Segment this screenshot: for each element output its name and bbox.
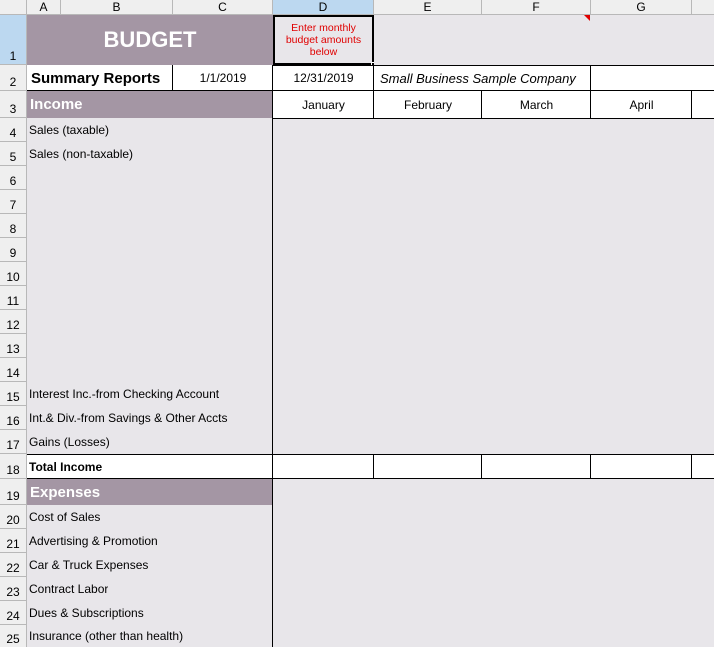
row-header-8[interactable]: 8 — [0, 214, 27, 238]
row-header-20[interactable]: 20 — [0, 505, 27, 529]
total-income-april[interactable] — [591, 454, 692, 479]
select-all-corner[interactable] — [0, 0, 27, 15]
expense-item-contract-labor[interactable]: Contract Labor — [29, 582, 109, 596]
expense-item-dues-subscriptions[interactable]: Dues & Subscriptions — [29, 606, 144, 620]
header-blank-area[interactable] — [374, 15, 714, 65]
month-header-march[interactable]: March — [482, 91, 591, 118]
expenses-heading[interactable]: Expenses — [27, 479, 273, 505]
row-header-14[interactable]: 14 — [0, 358, 27, 382]
row-header-22[interactable]: 22 — [0, 553, 27, 577]
company-name-cell[interactable]: Small Business Sample Company — [374, 65, 591, 91]
end-date-cell[interactable]: 12/31/2019 — [273, 65, 374, 91]
row-header-19[interactable]: 19 — [0, 479, 27, 505]
income-item-sales-non-taxable[interactable]: Sales (non-taxable) — [29, 147, 134, 161]
border-bottom-row2 — [27, 90, 714, 91]
border-right-col-f-total — [590, 454, 591, 479]
row-header-21[interactable]: 21 — [0, 529, 27, 553]
column-header-d[interactable]: D — [273, 0, 374, 15]
instruction-note: Enter monthly budget amounts below — [285, 22, 362, 58]
row-header-7[interactable]: 7 — [0, 190, 27, 214]
column-header-h[interactable] — [692, 0, 714, 15]
total-income-overflow[interactable] — [692, 454, 714, 479]
row-header-2[interactable]: 2 — [0, 65, 27, 91]
budget-title: BUDGET — [103, 27, 197, 52]
expense-item-insurance[interactable]: Insurance (other than health) — [29, 629, 184, 643]
comment-indicator-icon[interactable] — [584, 15, 590, 21]
border-right-col-f-top — [590, 65, 591, 118]
income-values-area[interactable] — [273, 118, 714, 454]
border-right-col-c — [272, 65, 273, 647]
income-item-sales-taxable[interactable]: Sales (taxable) — [29, 123, 110, 137]
note-cell-d1[interactable] — [273, 15, 374, 65]
row-header-3[interactable]: 3 — [0, 91, 27, 118]
column-header-g[interactable]: G — [591, 0, 692, 15]
row-header-15[interactable]: 15 — [0, 382, 27, 406]
total-income-january[interactable] — [273, 454, 374, 479]
expense-item-car-truck[interactable]: Car & Truck Expenses — [29, 558, 149, 572]
expense-item-advertising[interactable]: Advertising & Promotion — [29, 534, 158, 548]
total-income-march[interactable] — [482, 454, 591, 479]
column-header-c[interactable]: C — [173, 0, 273, 15]
month-header-overflow[interactable] — [692, 91, 714, 118]
row-header-25[interactable]: 25 — [0, 625, 27, 647]
row-header-1[interactable]: 1 — [0, 15, 27, 65]
border-bottom-row18 — [27, 478, 714, 479]
row2-blank[interactable] — [591, 65, 714, 91]
income-heading[interactable]: Income — [27, 91, 273, 118]
border-right-col-e-top — [481, 91, 482, 118]
total-income-february[interactable] — [374, 454, 482, 479]
border-bottom-row3 — [273, 118, 714, 119]
expense-item-cost-of-sales[interactable]: Cost of Sales — [29, 510, 101, 524]
row-header-13[interactable]: 13 — [0, 334, 27, 358]
border-right-col-g-top — [691, 91, 692, 118]
border-right-col-d-top — [373, 65, 374, 118]
row-header-6[interactable]: 6 — [0, 166, 27, 190]
border-top-row18 — [27, 454, 714, 455]
row-header-10[interactable]: 10 — [0, 262, 27, 286]
column-header-a[interactable]: A — [27, 0, 61, 15]
row-header-5[interactable]: 5 — [0, 142, 27, 166]
income-item-int-div-savings[interactable]: Int.& Div.-from Savings & Other Accts — [29, 411, 228, 425]
month-header-february[interactable]: February — [374, 91, 482, 118]
row-header-16[interactable]: 16 — [0, 406, 27, 430]
start-date-cell[interactable]: 1/1/2019 — [173, 65, 273, 91]
summary-reports-label[interactable]: Summary Reports — [27, 65, 173, 91]
row-header-12[interactable]: 12 — [0, 310, 27, 334]
border-top-row2 — [273, 65, 714, 66]
border-right-col-g-total — [691, 454, 692, 479]
income-item-gains-losses[interactable]: Gains (Losses) — [29, 435, 110, 449]
month-header-january[interactable]: January — [273, 91, 374, 118]
column-header-e[interactable]: E — [374, 0, 482, 15]
expenses-values-area[interactable] — [273, 479, 714, 647]
row-header-18[interactable]: 18 — [0, 454, 27, 479]
month-header-april[interactable]: April — [591, 91, 692, 118]
row-header-24[interactable]: 24 — [0, 601, 27, 625]
row-header-17[interactable]: 17 — [0, 430, 27, 454]
column-header-f[interactable]: F — [482, 0, 591, 15]
title-banner[interactable] — [27, 15, 273, 65]
border-right-col-b-row2 — [172, 65, 173, 91]
row-header-9[interactable]: 9 — [0, 238, 27, 262]
total-income-label[interactable]: Total Income — [27, 454, 273, 479]
border-right-col-d-total — [373, 454, 374, 479]
column-header-b[interactable]: B — [61, 0, 173, 15]
row-header-11[interactable]: 11 — [0, 286, 27, 310]
row-header-23[interactable]: 23 — [0, 577, 27, 601]
row-header-4[interactable]: 4 — [0, 118, 27, 142]
border-right-col-e-total — [481, 454, 482, 479]
income-item-interest-checking[interactable]: Interest Inc.-from Checking Account — [29, 387, 220, 401]
